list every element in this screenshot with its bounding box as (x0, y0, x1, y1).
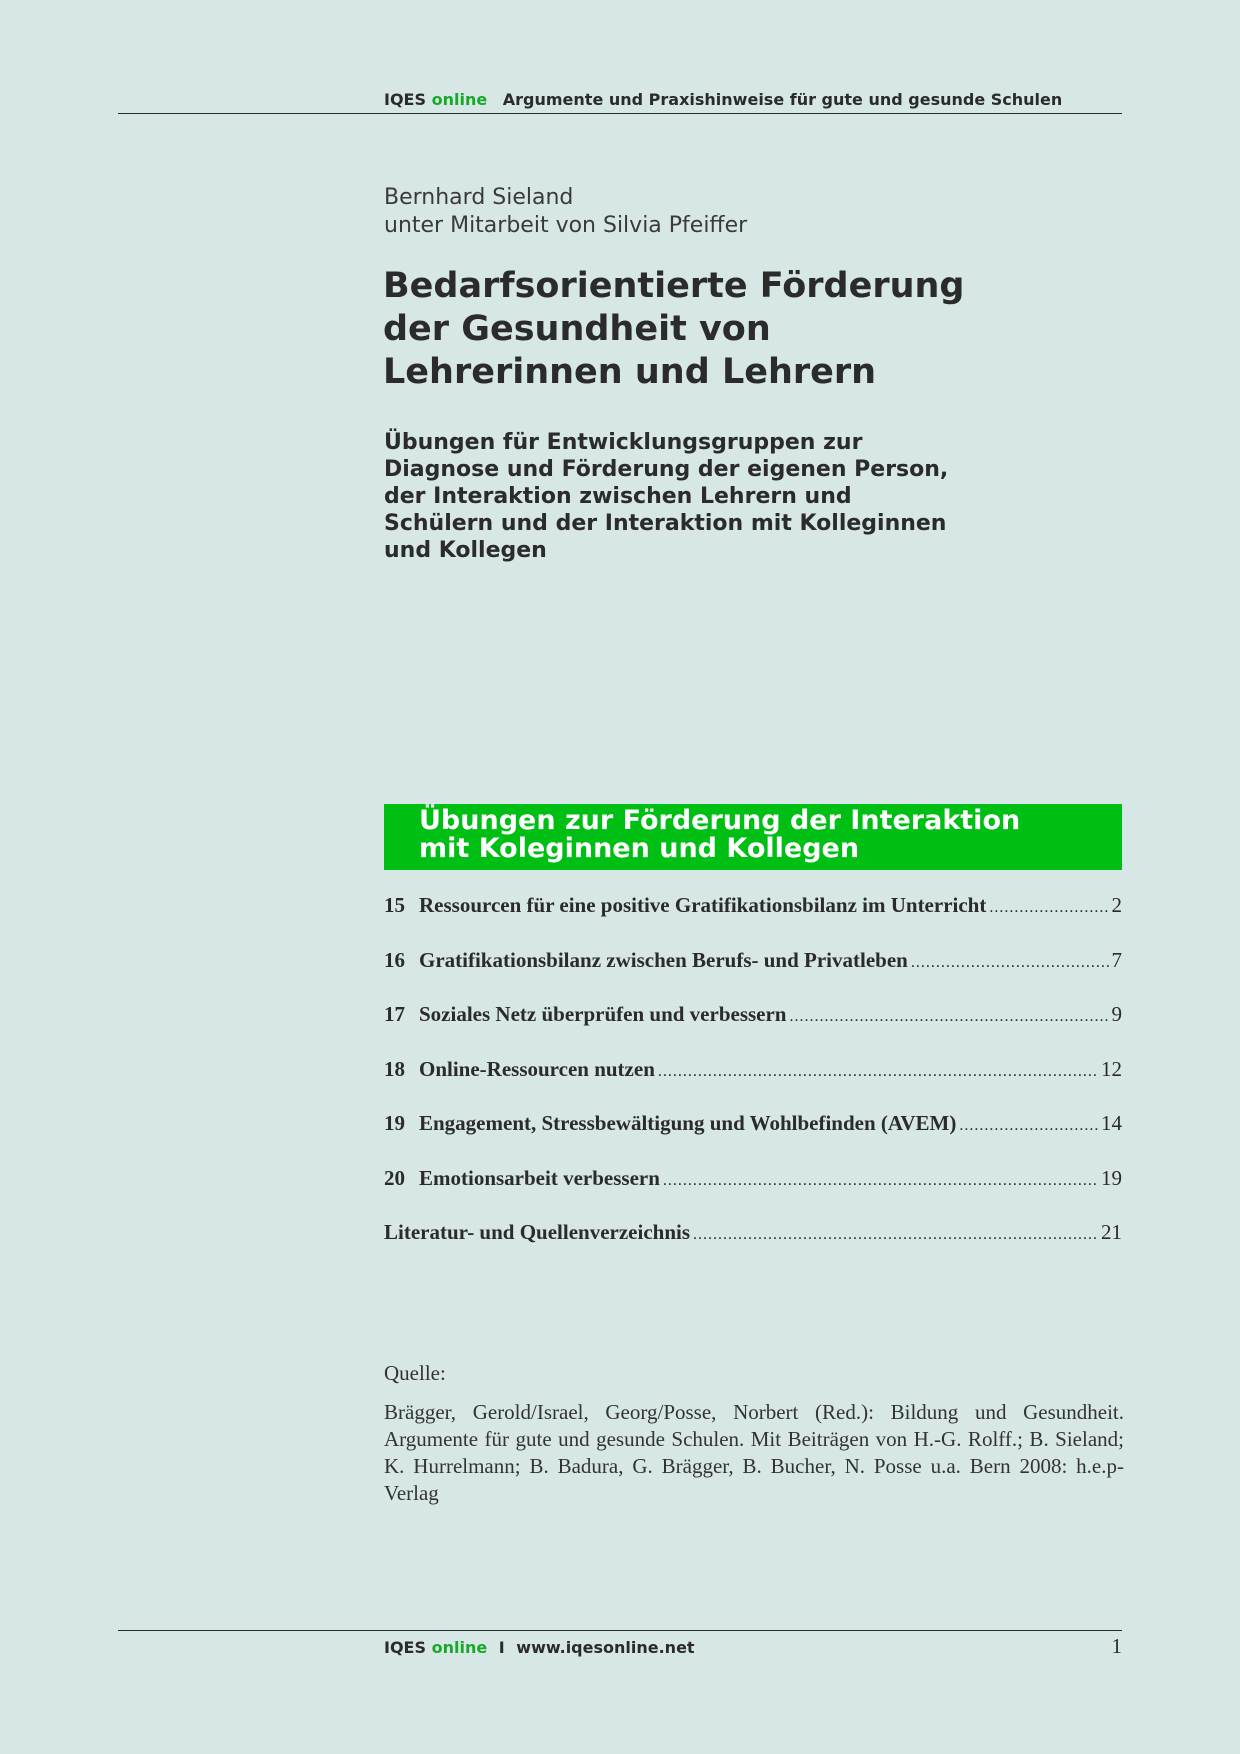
section-heading-line1: Übungen zur Förderung der Interaktion (419, 805, 1021, 836)
toc-entry-number: 18 (384, 1056, 405, 1081)
toc-entry-page: 9 (1111, 1002, 1122, 1026)
header-divider (118, 113, 1122, 114)
toc-entry-page: 2 (1111, 893, 1122, 917)
toc-entry-label: Gratifikationsbilanz zwischen Berufs- und Privatleben (419, 947, 908, 972)
source-label: Quelle: (384, 1361, 446, 1385)
toc-entry-label: Online-Ressourcen nutzen (419, 1056, 655, 1081)
brand-iqes: IQES (384, 90, 427, 109)
section-heading-line2: mit Koleginnen und Kollegen (419, 833, 860, 864)
toc-leader-dots (789, 1004, 1108, 1030)
toc-entry-number: 15 (384, 893, 405, 917)
author-name: Bernhard Sieland (384, 185, 574, 210)
footer-brand-iqes: IQES (384, 1638, 427, 1657)
toc-entry-label: Emotionsarbeit verbessern (419, 1165, 660, 1190)
toc-leader-dots (959, 1113, 1098, 1139)
toc-leader-dots (989, 895, 1108, 921)
document-subtitle: Übungen für Entwicklungsgruppen zur Diagnose und Förderung der eigenen Person, der Interaktion zwischen Lehrern und Schülern und der Interaktion mit Kolleginnen und Kollegen (384, 430, 949, 563)
source-block (384, 1360, 1124, 1507)
brand-online: online (431, 90, 488, 109)
toc-entry-number: 17 (384, 1002, 405, 1026)
toc-entry[interactable] (384, 1001, 1122, 1056)
toc-leader-dots (911, 950, 1109, 976)
header-tagline: Argumente und Praxishinweise für gute und gesunde Schulen (502, 90, 1063, 109)
toc-entry-number: 20 (384, 1165, 405, 1190)
page-header (384, 90, 1062, 109)
toc-entry[interactable] (384, 947, 1122, 1002)
authors-block (384, 184, 747, 240)
page-number: 1 (1111, 1634, 1122, 1658)
toc-entry-label: Soziales Netz überprüfen und verbessern (419, 1002, 787, 1026)
toc-entry[interactable] (384, 1056, 1122, 1111)
toc-entry[interactable] (384, 1110, 1122, 1165)
toc-entry-number: 19 (384, 1111, 405, 1135)
toc-entry[interactable] (384, 1219, 1122, 1274)
page-footer (384, 1638, 695, 1657)
collaborator-line: unter Mitarbeit von Silvia Pfeiffer (384, 213, 748, 238)
toc-entry-page: 14 (1101, 1111, 1122, 1135)
footer-url-link[interactable]: www.iqesonline.net (516, 1638, 695, 1657)
toc-entry-label: Literatur- und Quellenverzeichnis (384, 1220, 691, 1244)
toc-entry-label: Engagement, Stressbewältigung und Wohlbefinden (AVEM) (419, 1111, 957, 1135)
toc-leader-dots (693, 1222, 1098, 1248)
toc-leader-dots (663, 1168, 1098, 1194)
toc-entry-page: 19 (1101, 1165, 1122, 1190)
table-of-contents (384, 892, 1122, 1274)
footer-brand-online: online (431, 1638, 488, 1657)
footer-separator: I (498, 1638, 505, 1657)
toc-entry-page: 7 (1111, 947, 1122, 972)
document-title: Bedarfsorientierte Förderung der Gesundheit von Lehrerinnen und Lehrern (383, 266, 965, 392)
footer-divider (118, 1630, 1122, 1631)
toc-entry[interactable] (384, 1165, 1122, 1220)
toc-entry-page: 12 (1101, 1056, 1122, 1081)
toc-entry-label: Ressourcen für eine positive Gratifikationsbilanz im Unterricht (419, 893, 987, 917)
toc-entry-page: 21 (1101, 1220, 1122, 1244)
section-heading-box (384, 804, 1122, 870)
toc-entry-number: 16 (384, 947, 405, 972)
source-citation: Brägger, Gerold/Israel, Georg/Posse, Norbert (Red.): Bildung und Gesundheit. Argumente für gute und gesunde Schulen. Mit Beiträgen von H.-G. Rolff.; B. Sieland; K. Hurrelmann; B. Badura, G. Brägger, B. Bucher, N. Posse u.a. Bern 2008: h.e.p- Verlag (384, 1400, 1124, 1505)
toc-leader-dots (658, 1059, 1098, 1085)
toc-entry[interactable] (384, 892, 1122, 947)
